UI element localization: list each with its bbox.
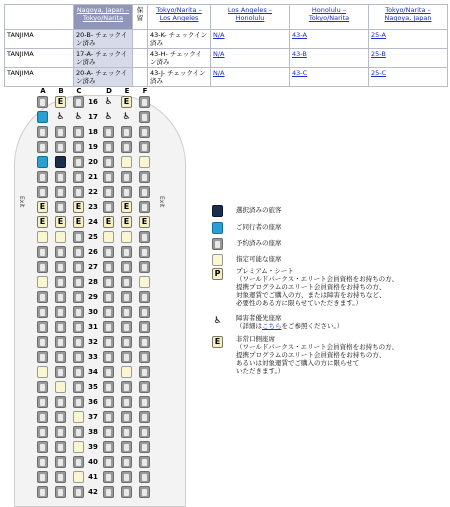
table-cell-hold bbox=[133, 49, 148, 68]
seat-reserved bbox=[103, 396, 114, 408]
seat-row-number: 29 bbox=[88, 293, 98, 301]
seat-column-label: C bbox=[76, 87, 82, 95]
seat-emergency[interactable]: E bbox=[73, 201, 84, 213]
seat-reserved bbox=[121, 426, 132, 438]
seat-reserved bbox=[121, 456, 132, 468]
table-cell-seg2: 43-H- チェックイン済み bbox=[148, 49, 211, 68]
seat-reserved bbox=[73, 456, 84, 468]
seat-reserved bbox=[37, 246, 48, 258]
seat-reserved bbox=[103, 171, 114, 183]
seat-reserved bbox=[139, 381, 150, 393]
table-cell-seg1: 20-B- チェックイン済み bbox=[74, 30, 133, 49]
table-cell-seg5[interactable] bbox=[369, 30, 448, 49]
seat-available[interactable] bbox=[73, 411, 84, 423]
seat-available[interactable] bbox=[121, 231, 132, 243]
seat-reserved bbox=[55, 456, 66, 468]
table-cell-hold bbox=[133, 30, 148, 49]
seat-reserved bbox=[103, 366, 114, 378]
seat-reserved bbox=[73, 381, 84, 393]
seat-row-number: 37 bbox=[88, 413, 98, 421]
seat-reserved bbox=[55, 186, 66, 198]
seat-reserved bbox=[73, 366, 84, 378]
seat-reserved bbox=[37, 141, 48, 153]
seat-selected bbox=[55, 156, 66, 168]
legend-exit-row-note: 提携プログラムのエリート会員資格をお持ちの方、 bbox=[236, 351, 386, 359]
legend-accessible-detail-pre: （詳細は bbox=[236, 322, 262, 330]
seat-available[interactable] bbox=[73, 441, 84, 453]
seat-reserved bbox=[121, 261, 132, 273]
seat-row-number: 34 bbox=[88, 368, 98, 376]
legend-premium-swatch: P bbox=[212, 268, 223, 280]
table-cell-seg2: 43-K- チェックイン済み bbox=[148, 30, 211, 49]
seat-reserved bbox=[73, 231, 84, 243]
seat-row-number: 17 bbox=[88, 113, 98, 121]
seat-row-number: 42 bbox=[88, 488, 98, 496]
seat-reserved bbox=[37, 441, 48, 453]
seat-reserved bbox=[121, 141, 132, 153]
table-row bbox=[5, 49, 448, 68]
seat-row-number: 18 bbox=[88, 128, 98, 136]
seat-reserved bbox=[37, 426, 48, 438]
seat-row-number: 38 bbox=[88, 428, 98, 436]
legend-accessible-detail bbox=[236, 323, 343, 331]
seat-reserved bbox=[55, 171, 66, 183]
seat-reserved bbox=[37, 96, 48, 108]
flight-segments-table bbox=[4, 4, 448, 87]
seat-available[interactable] bbox=[55, 231, 66, 243]
seat-reserved bbox=[121, 126, 132, 138]
header-name bbox=[5, 5, 74, 30]
seat-reserved bbox=[73, 156, 84, 168]
seat-reserved bbox=[73, 186, 84, 198]
seat-row-number: 26 bbox=[88, 248, 98, 256]
seat-reserved bbox=[139, 291, 150, 303]
seat-row-number: 16 bbox=[88, 98, 98, 106]
header-segment-honolulu-narita[interactable] bbox=[290, 5, 369, 30]
seat-reserved bbox=[103, 186, 114, 198]
table-cell-seg5[interactable] bbox=[369, 49, 448, 68]
seat-reserved bbox=[55, 141, 66, 153]
seat-link[interactable]: N/A bbox=[213, 31, 225, 39]
legend-accessible-title: 障害者優先座席 bbox=[236, 314, 282, 322]
seat-row-number: 36 bbox=[88, 398, 98, 406]
seat-available[interactable] bbox=[121, 156, 132, 168]
seat-reserved bbox=[139, 441, 150, 453]
legend-accessible-swatch: ♿ bbox=[213, 316, 222, 326]
seat-reserved bbox=[37, 306, 48, 318]
seat-emergency[interactable]: E bbox=[37, 216, 48, 228]
seat-row-number: 28 bbox=[88, 278, 98, 286]
seat-row-number: 31 bbox=[88, 323, 98, 331]
table-row bbox=[5, 30, 448, 49]
seat-reserved bbox=[73, 321, 84, 333]
seat-reserved bbox=[139, 351, 150, 363]
seat-reserved bbox=[73, 96, 84, 108]
seat-reserved bbox=[37, 126, 48, 138]
table-cell-seg4[interactable] bbox=[290, 30, 369, 49]
header-segment-narita-la[interactable] bbox=[148, 5, 211, 30]
seat-reserved bbox=[55, 126, 66, 138]
table-header-row bbox=[5, 5, 448, 30]
seat-reserved bbox=[37, 471, 48, 483]
seat-reserved bbox=[139, 96, 150, 108]
legend-companion-label: ご同行者の座席 bbox=[236, 223, 282, 231]
seat-reserved bbox=[103, 381, 114, 393]
seat-reserved bbox=[121, 186, 132, 198]
seat-reserved bbox=[73, 396, 84, 408]
legend-companion-swatch bbox=[212, 222, 223, 234]
table-cell-seg2: 43-J- チェックイン済み bbox=[148, 68, 211, 87]
seat-reserved bbox=[121, 276, 132, 288]
seat-link[interactable]: 43-A bbox=[292, 31, 307, 39]
accessible-details-link[interactable]: こちら bbox=[262, 322, 282, 330]
seat-row-number: 25 bbox=[88, 233, 98, 241]
legend-premium-note: 必要性のある方に限らせていただきます。） bbox=[236, 299, 363, 307]
table-cell-seg1: 17-A- チェックイン済み bbox=[74, 49, 133, 68]
table-cell-seg3[interactable] bbox=[211, 30, 290, 49]
seat-link[interactable]: 43-C bbox=[292, 69, 308, 77]
seat-reserved bbox=[121, 291, 132, 303]
seat-reserved bbox=[55, 411, 66, 423]
seat-reserved bbox=[139, 111, 150, 123]
seat-reserved bbox=[103, 126, 114, 138]
seat-companion bbox=[37, 156, 48, 168]
table-cell-seg5[interactable] bbox=[369, 68, 448, 87]
seat-reserved bbox=[103, 471, 114, 483]
seat-row-number: 21 bbox=[88, 173, 98, 181]
seat-reserved bbox=[103, 276, 114, 288]
seat-available[interactable] bbox=[55, 381, 66, 393]
seat-available[interactable] bbox=[37, 276, 48, 288]
seat-available[interactable] bbox=[139, 276, 150, 288]
seat-reserved bbox=[103, 246, 114, 258]
seat-reserved bbox=[121, 411, 132, 423]
seat-reserved bbox=[37, 456, 48, 468]
header-segment-narita-nagoya[interactable] bbox=[369, 5, 448, 30]
seat-reserved bbox=[73, 126, 84, 138]
legend-accessible-detail-post: をご参照ください。） bbox=[281, 322, 344, 330]
segment-link[interactable]: Los Angeles – Honolulu bbox=[227, 6, 273, 22]
seat-reserved bbox=[37, 381, 48, 393]
seat-link[interactable]: 25-C bbox=[371, 69, 387, 77]
seat-reserved bbox=[37, 261, 48, 273]
seat-reserved bbox=[121, 396, 132, 408]
seat-reserved bbox=[73, 426, 84, 438]
table-cell-seg4[interactable] bbox=[290, 49, 369, 68]
seat-reserved bbox=[121, 171, 132, 183]
seat-emergency[interactable]: E bbox=[103, 216, 114, 228]
seat-reserved bbox=[55, 426, 66, 438]
legend-selected-label: 選択済みの旅客 bbox=[236, 206, 282, 214]
seat-link[interactable]: 43-B bbox=[292, 50, 307, 58]
seat-reserved bbox=[55, 471, 66, 483]
seat-reserved bbox=[37, 171, 48, 183]
seat-reserved bbox=[103, 321, 114, 333]
segment-link[interactable]: Honolulu – Tokyo/Narita bbox=[308, 6, 350, 22]
header-segment-nagoya-narita[interactable] bbox=[74, 5, 133, 30]
seat-accessible: ♿ bbox=[56, 112, 65, 122]
seat-reserved bbox=[73, 246, 84, 258]
seat-reserved bbox=[121, 246, 132, 258]
seat-emergency[interactable]: E bbox=[121, 96, 132, 108]
seat-reserved bbox=[121, 471, 132, 483]
seat-reserved bbox=[73, 351, 84, 363]
table-cell-name: TANJIMA bbox=[5, 68, 74, 87]
legend-premium-note: （ワールドパークス・エリート会員資格をお持ちの方、 bbox=[236, 275, 399, 283]
seat-row-number: 32 bbox=[88, 338, 98, 346]
seat-reserved bbox=[103, 261, 114, 273]
legend-premium-note: 提携プログラムのエリート会員資格をお持ちの方、 bbox=[236, 283, 386, 291]
seat-reserved bbox=[103, 156, 114, 168]
seat-available[interactable] bbox=[73, 471, 84, 483]
seat-reserved bbox=[73, 141, 84, 153]
seat-accessible: ♿ bbox=[104, 112, 113, 122]
seat-reserved bbox=[139, 486, 150, 498]
seat-reserved bbox=[103, 456, 114, 468]
seat-reserved bbox=[103, 441, 114, 453]
seat-reserved bbox=[73, 291, 84, 303]
seat-reserved bbox=[73, 171, 84, 183]
seat-accessible: ♿ bbox=[122, 112, 131, 122]
seat-accessible: ♿ bbox=[104, 97, 113, 107]
legend-available-swatch bbox=[212, 254, 223, 266]
seat-reserved bbox=[73, 306, 84, 318]
segment-link[interactable]: Tokyo/Narita – Nagoya, Japan bbox=[384, 6, 432, 22]
table-row bbox=[5, 68, 448, 87]
legend-exit-row-note: いただきます。） bbox=[236, 367, 285, 375]
seat-link[interactable]: N/A bbox=[213, 50, 225, 58]
seat-emergency[interactable]: E bbox=[73, 216, 84, 228]
seat-reserved bbox=[121, 306, 132, 318]
legend-exit-row-note: あるいは対象運賃でご購入の方に限らせて bbox=[236, 359, 360, 367]
seat-reserved bbox=[139, 411, 150, 423]
seat-reserved bbox=[121, 336, 132, 348]
seat-reserved bbox=[55, 336, 66, 348]
seat-reserved bbox=[55, 306, 66, 318]
legend-exit-row-title: 非常口側座席 bbox=[236, 335, 275, 343]
seat-column-label: A bbox=[40, 87, 46, 95]
seat-reserved bbox=[103, 291, 114, 303]
seat-reserved bbox=[139, 366, 150, 378]
seat-reserved bbox=[55, 486, 66, 498]
seat-reserved bbox=[139, 426, 150, 438]
seat-link[interactable]: 25-B bbox=[371, 50, 386, 58]
seat-reserved bbox=[139, 456, 150, 468]
seat-reserved bbox=[139, 261, 150, 273]
seat-reserved bbox=[73, 276, 84, 288]
seat-reserved bbox=[37, 186, 48, 198]
table-cell-seg1: 20-A- チェックイン済み bbox=[74, 68, 133, 87]
seat-reserved bbox=[55, 201, 66, 213]
seat-reserved bbox=[139, 171, 150, 183]
seat-reserved bbox=[73, 486, 84, 498]
header-hold: 保留 bbox=[133, 5, 148, 30]
seat-column-label: E bbox=[124, 87, 130, 95]
exit-marker-right: Exit bbox=[158, 196, 165, 208]
seat-reserved bbox=[103, 486, 114, 498]
seat-reserved bbox=[55, 276, 66, 288]
seat-reserved bbox=[121, 486, 132, 498]
seat-reserved bbox=[103, 351, 114, 363]
header-segment-la-honolulu[interactable] bbox=[211, 5, 290, 30]
seat-column-label: D bbox=[106, 87, 112, 95]
seat-row-number: 30 bbox=[88, 308, 98, 316]
seat-reserved bbox=[139, 471, 150, 483]
legend-premium-title: プレミアム・シート bbox=[236, 267, 294, 275]
segment-link[interactable]: Nagoya, Japan – Tokyo/Narita bbox=[76, 6, 130, 22]
exit-marker-left: Exit bbox=[18, 196, 25, 208]
seat-reserved bbox=[55, 351, 66, 363]
seat-emergency[interactable]: E bbox=[55, 216, 66, 228]
seat-reserved bbox=[55, 321, 66, 333]
seat-reserved bbox=[55, 366, 66, 378]
table-cell-name: TANJIMA bbox=[5, 30, 74, 49]
seat-row-number: 39 bbox=[88, 443, 98, 451]
seat-emergency[interactable]: E bbox=[55, 96, 66, 108]
legend-premium-note: 対象運賃でご購入の方、または障害をお持ちなど、 bbox=[236, 291, 386, 299]
seat-reserved bbox=[37, 351, 48, 363]
legend-available-label: 指定可能な座席 bbox=[236, 255, 282, 263]
seat-accessible: ♿ bbox=[74, 112, 83, 122]
seat-reserved bbox=[37, 411, 48, 423]
seat-reserved bbox=[37, 486, 48, 498]
seat-row-number: 19 bbox=[88, 143, 98, 151]
seat-reserved bbox=[139, 396, 150, 408]
segment-link[interactable]: Tokyo/Narita – Los Angeles bbox=[156, 6, 202, 22]
seat-reserved bbox=[139, 126, 150, 138]
table-cell-name: TANJIMA bbox=[5, 49, 74, 68]
seat-row-number: 33 bbox=[88, 353, 98, 361]
seat-emergency[interactable]: E bbox=[37, 201, 48, 213]
seat-available[interactable] bbox=[37, 231, 48, 243]
seat-reserved bbox=[55, 261, 66, 273]
seat-row-number: 35 bbox=[88, 383, 98, 391]
seat-reserved bbox=[139, 141, 150, 153]
seat-emergency[interactable]: E bbox=[139, 216, 150, 228]
seat-reserved bbox=[37, 291, 48, 303]
seat-reserved bbox=[37, 396, 48, 408]
seat-reserved bbox=[55, 291, 66, 303]
seat-row-number: 27 bbox=[88, 263, 98, 271]
seat-row-number: 20 bbox=[88, 158, 98, 166]
seat-row-number: 41 bbox=[88, 473, 98, 481]
seat-reserved bbox=[139, 321, 150, 333]
seat-reserved bbox=[103, 201, 114, 213]
seat-reserved bbox=[73, 336, 84, 348]
seat-reserved bbox=[55, 246, 66, 258]
table-cell-seg3[interactable] bbox=[211, 68, 290, 87]
legend-reserved-label: 予約済みの座席 bbox=[236, 239, 282, 247]
seat-link[interactable]: N/A bbox=[213, 69, 225, 77]
seat-available[interactable] bbox=[121, 366, 132, 378]
seat-companion bbox=[37, 111, 48, 123]
seat-reserved bbox=[103, 426, 114, 438]
seat-emergency[interactable]: E bbox=[121, 216, 132, 228]
seat-reserved bbox=[103, 306, 114, 318]
legend-exit-row-note: （ワールドパークス・エリート会員資格をお持ちの方、 bbox=[236, 343, 399, 351]
table-cell-seg4[interactable] bbox=[290, 68, 369, 87]
seat-reserved bbox=[37, 336, 48, 348]
seat-reserved bbox=[103, 336, 114, 348]
seat-reserved bbox=[139, 246, 150, 258]
seat-link[interactable]: 25-A bbox=[371, 31, 386, 39]
table-cell-seg3[interactable] bbox=[211, 49, 290, 68]
seat-row-number: 23 bbox=[88, 203, 98, 211]
seat-reserved bbox=[73, 261, 84, 273]
seat-row-number: 22 bbox=[88, 188, 98, 196]
seat-reserved bbox=[121, 351, 132, 363]
seat-reserved bbox=[139, 186, 150, 198]
seat-available[interactable] bbox=[103, 231, 114, 243]
legend-selected-swatch bbox=[212, 205, 223, 217]
seat-reserved bbox=[55, 396, 66, 408]
seat-reserved bbox=[103, 411, 114, 423]
legend-reserved-swatch bbox=[212, 238, 223, 250]
seat-available[interactable] bbox=[37, 366, 48, 378]
seat-reserved bbox=[121, 321, 132, 333]
seat-reserved bbox=[121, 381, 132, 393]
seat-reserved bbox=[55, 441, 66, 453]
seat-reserved bbox=[139, 306, 150, 318]
seat-reserved bbox=[103, 141, 114, 153]
seat-reserved bbox=[139, 201, 150, 213]
seat-column-label: F bbox=[142, 87, 148, 95]
seat-reserved bbox=[139, 336, 150, 348]
seat-row-number: 40 bbox=[88, 458, 98, 466]
legend-exit-row-swatch: E bbox=[212, 336, 223, 348]
seat-reserved bbox=[139, 231, 150, 243]
table-cell-hold bbox=[133, 68, 148, 87]
seat-column-label: B bbox=[58, 87, 64, 95]
seat-available[interactable] bbox=[139, 156, 150, 168]
seat-reserved bbox=[37, 321, 48, 333]
seat-emergency[interactable]: E bbox=[121, 201, 132, 213]
seat-reserved bbox=[121, 441, 132, 453]
seat-row-number: 24 bbox=[88, 218, 98, 226]
